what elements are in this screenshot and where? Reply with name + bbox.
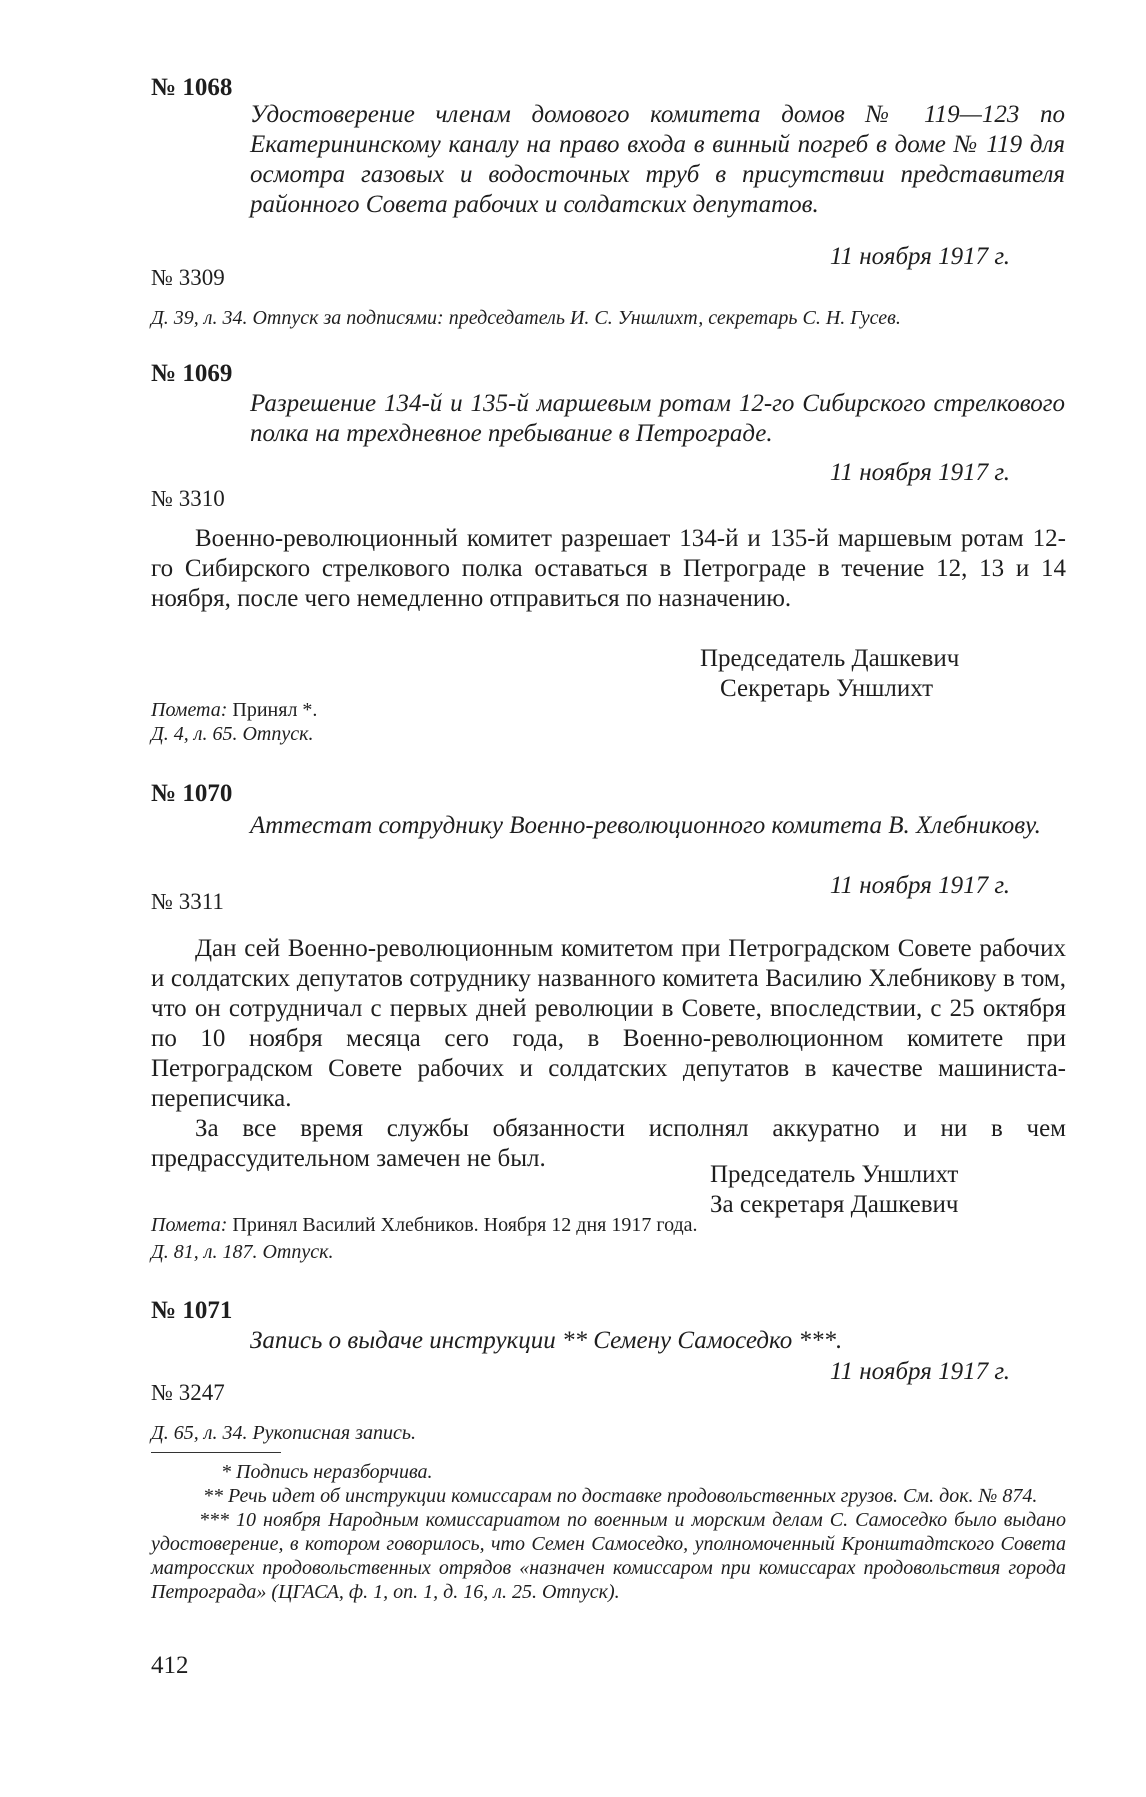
doc-1070-signature-secretary: За секретаря Дашкевич [710,1191,959,1218]
doc-1070-paragraph-2: За все время службы обязанности исполнял аккуратно и ни в чем предрассудительном замечен не был. [151,1115,1066,1172]
doc-1070-archive-number: № 3311 [151,889,224,914]
doc-1070-date: 11 ноября 1917 г. [829,872,1010,899]
doc-1071-heading: Запись о выдаче инструкции ** Семену Самоседко ***. [250,1327,843,1354]
doc-1070-mark-text: Принял Василий Хлебников. Ноября 12 дня 1917 года. [232,1214,698,1236]
doc-1069-archive-number: № 3310 [151,486,225,511]
doc-1070-paragraph-1: Дан сей Военно-революционным комитетом при Петроградском Совете рабочих и солдатских депутатов сотруднику названного комитета Василию Хлебникову в том, что он сотрудничал с первых дней революции в Совете, впоследствии, с 25 октября по 10 ноября месяца сего года, в Военно-революционном комитете при Петроградском Совете рабочих и солдатских депутатов в качестве машиниста-переписчика. [151,935,1066,1112]
doc-1070-mark-label: Помета: [151,1214,228,1236]
doc-1068-archive-number: № 3309 [151,265,225,290]
doc-1069-heading: Разрешение 134-й и 135-й маршевым ротам 12-го Сибирского стрелкового полка на трехдневное пребывание в Петрограде. [250,390,1065,447]
doc-1069-body [151,524,1066,614]
doc-1070-body [151,934,1066,1174]
doc-1069-signatures [700,644,959,704]
footnote-divider [151,1452,281,1453]
doc-1069-mark [151,698,317,722]
doc-1071-number: № 1071 [151,1297,233,1324]
doc-1069-number: № 1069 [151,360,233,387]
doc-1069-mark-label: Помета: [151,699,228,721]
page-number: 412 [151,1652,189,1679]
doc-1069-signature-secretary: Секретарь Уншлихт [720,675,934,702]
doc-1071-archive-number: № 3247 [151,1380,225,1405]
doc-1069-paragraph: Военно-революционный комитет разрешает 134-й и 135-й маршевым ротам 12-го Сибирского стрелкового полка оставаться в Петрограде в течение 12, 13 и 14 ноября, после чего немедленно отправиться по назначению. [151,525,1066,612]
doc-1069-mark-text: Принял *. [232,699,318,721]
doc-1070-source-note: Д. 81, л. 187. Отпуск. [151,1241,334,1263]
doc-1071-source-note: Д. 65, л. 34. Рукописная запись. [151,1422,417,1444]
doc-1069-date: 11 ноября 1917 г. [829,459,1010,486]
doc-1070-signatures [710,1160,958,1220]
footnote-1: * Подпись неразборчива. [221,1461,433,1483]
doc-1070-number: № 1070 [151,780,233,807]
footnote-2: ** Речь идет об инструкции комиссарам по доставке продовольственных грузов. См. док. № 874. [203,1485,1038,1507]
doc-1068-date: 11 ноября 1917 г. [829,243,1010,270]
footnotes [151,1460,1066,1604]
doc-1069-source-note: Д. 4, л. 65. Отпуск. [151,723,314,745]
doc-1070-heading: Аттестат сотруднику Военно-революционного комитета В. Хлебникову. [250,812,1041,839]
doc-1071-date: 11 ноября 1917 г. [829,1358,1010,1385]
doc-1068-source-note: Д. 39, л. 34. Отпуск за подписями: председатель И. С. Уншлихт, секретарь С. Н. Гусев. [151,307,901,329]
doc-1068-number: № 1068 [151,74,233,101]
footnote-3: *** 10 ноября Народным комиссариатом по военным и морским делам С. Самоседко было выдано удостоверение, в котором говорилось, что Семен Самоседко, уполномоченный Кронштадтского Совета матросских продовольственных отрядов «назначен комиссаром при комиссарах продовольствия города Петрограда» (ЦГАСА, ф. 1, оп. 1, д. 16, л. 25. Отпуск). [151,1509,1066,1603]
doc-1070-mark [151,1213,698,1237]
doc-1070-signature-chairman: Председатель Уншлихт [710,1161,959,1188]
doc-1069-signature-chairman: Председатель Дашкевич [700,645,960,672]
doc-1068-heading: Удостоверение членам домового комитета домов № 119—123 по Екатерининскому каналу на право входа в винный погреб в доме № 119 для осмотра газовых и водосточных труб в присутствии представителя районного Совета рабочих и солдатских депутатов. [250,101,1065,218]
